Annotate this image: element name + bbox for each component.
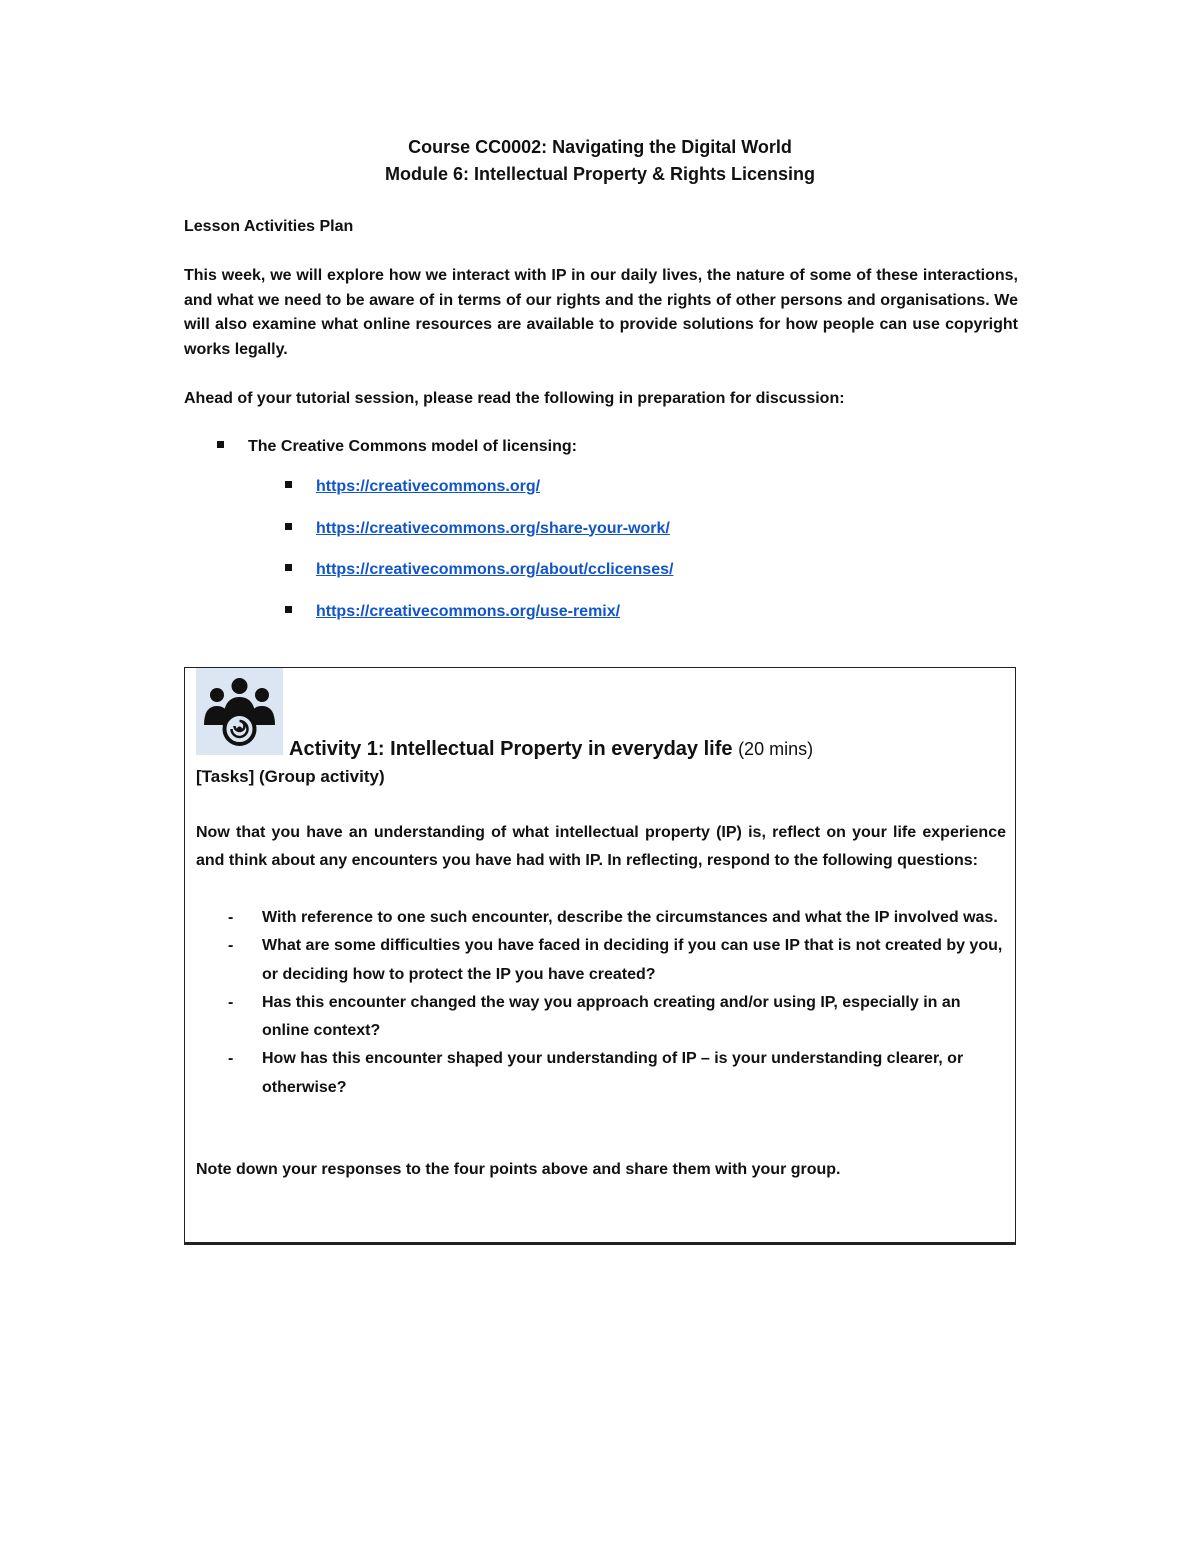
activity-box — [184, 667, 1016, 1245]
course-title: Course CC0002: Navigating the Digital World — [408, 137, 792, 157]
reading-links-list — [285, 478, 673, 644]
dash-bullet: - — [228, 1050, 234, 1068]
activity-title-line — [289, 738, 813, 761]
activity-note: Note down your responses to the four points above and share them with your group. — [196, 1161, 841, 1178]
list-item — [285, 561, 673, 603]
dash-bullet: - — [228, 937, 234, 955]
intro-paragraph: This week, we will explore how we interact with IP in our daily lives, the nature of some of these interactions, and what we need to be aware of in terms of our rights and the rights of other persons and organisations. We will also examine what online resources are available to provide solutions for how people can use copyright works legally. — [184, 267, 1018, 358]
question-text: Has this encounter changed the way you approach creating and/or using IP, especially in an online context? — [262, 993, 961, 1040]
square-bullet-icon — [285, 523, 292, 530]
list-item — [196, 989, 1006, 1046]
list-item — [285, 520, 673, 562]
dash-bullet: - — [228, 993, 234, 1011]
question-text: What are some difficulties you have faced in deciding if you can use IP that is not created by you, or deciding how to protect the IP you have created? — [262, 937, 1003, 983]
link-use-remix[interactable]: https://creativecommons.org/use-remix/ — [316, 602, 621, 620]
preparation-text: Ahead of your tutorial session, please read the following in preparation for discussion: — [184, 390, 845, 407]
reading-bullet — [217, 438, 577, 456]
activity-title: Activity 1: Intellectual Property in everyday life — [289, 738, 733, 760]
link-share-your-work[interactable]: https://creativecommons.org/share-your-work/ — [316, 519, 670, 537]
list-item — [196, 932, 1006, 989]
reading-label: The Creative Commons model of licensing: — [248, 438, 577, 455]
list-item — [196, 904, 1006, 932]
square-bullet-icon — [285, 564, 292, 571]
question-text: With reference to one such encounter, describe the circumstances and what the IP involved was. — [262, 909, 998, 926]
link-creativecommons[interactable]: https://creativecommons.org/ — [316, 478, 541, 495]
square-bullet-icon — [285, 606, 292, 613]
square-bullet-icon — [285, 481, 292, 488]
group-discussion-icon — [196, 668, 283, 755]
lesson-heading: Lesson Activities Plan — [184, 218, 354, 235]
dash-bullet: - — [228, 909, 234, 926]
activity-instructions: Now that you have an understanding of what intellectual property (IP) is, reflect on your life experience and think about any encounters you have had with IP. In reflecting, respond to the following questions: — [196, 824, 1006, 870]
list-item — [285, 603, 673, 645]
list-item — [196, 1045, 1006, 1102]
tasks-label: [Tasks] (Group activity) — [196, 767, 385, 786]
questions-list — [196, 904, 1006, 1102]
question-text: How has this encounter shaped your understanding of IP – is your understanding clearer, or otherwise? — [262, 1050, 964, 1096]
square-bullet-icon — [217, 441, 224, 448]
module-title: Module 6: Intellectual Property & Rights Licensing — [384, 164, 816, 184]
list-item — [285, 478, 673, 520]
activity-duration: (20 mins) — [738, 739, 814, 759]
link-cclicenses[interactable]: https://creativecommons.org/about/cclicenses/ — [316, 561, 674, 578]
